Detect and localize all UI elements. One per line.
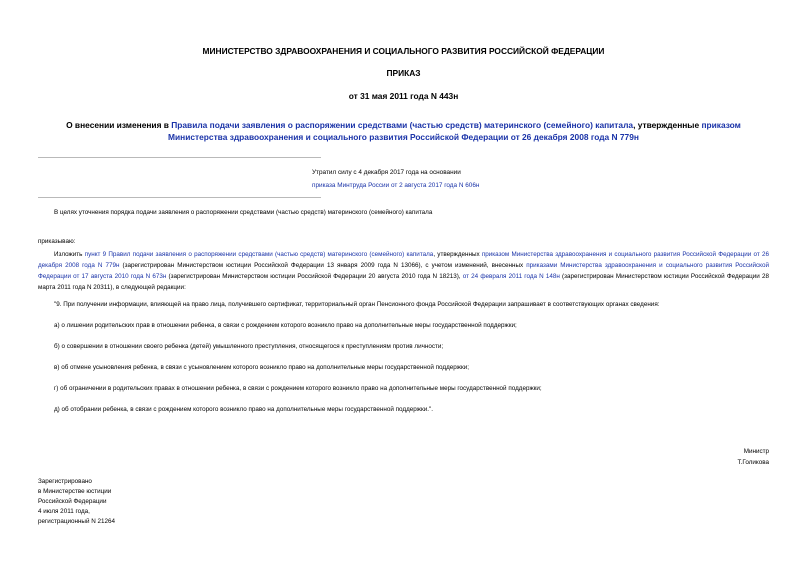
preamble: В целях уточнения порядка подачи заявления о распоряжении средствами (частью средств) материнского (семейного) капитала [54, 209, 433, 216]
rule-point-9-link[interactable]: пункт 9 Правил подачи заявления о распоряжении средствами (частью средств) материнского (семейного) капитала [84, 251, 434, 258]
registration-line2: в Министерстве юстиции [38, 488, 112, 495]
order-673n-link[interactable]: приказами Министерства здравоохранения и социального развития Российской Федерации от 17 августа 2010 года N 673н [38, 262, 769, 280]
registration-line1: Зарегистрировано [38, 478, 92, 485]
main-text-3: (зарегистрирован Министерством юстиции Российской Федерации 13 января 2009 года N 13066), с учетом изменений, внесенных [119, 262, 527, 269]
order-word: приказываю: [38, 238, 76, 245]
order-779n-link[interactable]: приказом Министерства здравоохранения и социального развития Российской Федерации от 26 декабря 2008 года N 779н [168, 120, 741, 142]
main-text-4: (зарегистрирован Министерством юстиции Российской Федерации 20 августа 2010 года N 18213), [166, 273, 463, 280]
title-prefix: О внесении изменения в [66, 120, 172, 130]
signature-position: Министр [743, 448, 769, 455]
main-paragraph [38, 249, 769, 293]
order-779n-link-2[interactable]: приказом Министерства здравоохранения и социального развития Российской Федерации от 26 декабря 2008 года N 779н [38, 251, 769, 269]
document-title [40, 119, 767, 143]
repeal-notice-line1: Утратил силу с 4 декабря 2017 года на основании [312, 169, 461, 176]
divider-bottom [38, 197, 321, 198]
title-mid: , утвержденные [633, 120, 702, 130]
registration-line4: 4 июля 2011 года, [38, 508, 90, 515]
list-item-b: б) о совершении в отношении своего ребенка (детей) умышленного преступления, относящегося к преступлениям против личности; [54, 343, 444, 350]
list-item-g: г) об ограничении в родительских правах в отношении ребенка, в связи с рождением которого возникло право на дополнительные меры государственной поддержки; [54, 385, 542, 392]
ministry-heading: МИНИСТЕРСТВО ЗДРАВООХРАНЕНИЯ И СОЦИАЛЬНОГО РАЗВИТИЯ РОССИЙСКОЙ ФЕДЕРАЦИИ [202, 46, 605, 56]
list-item-d: д) об отобрании ребенка, в связи с рождением которого возникло право на дополнительные меры государственной поддержки.". [54, 406, 433, 413]
repeal-order-link[interactable]: приказа Минтруда России от 2 августа 2017 года N 606н [312, 182, 480, 189]
list-item-v: в) об отмене усыновления ребенка, в связи с усыновлением которого возникло право на дополнительные меры государственной поддержки; [54, 364, 469, 371]
list-item-intro: "9. При получении информации, влияющей на право лица, получившего сертификат, территориальный орган Пенсионного фонда Российской Федерации запрашивает в соответствующих органах сведения: [54, 301, 660, 308]
list-item-a: а) о лишении родительских прав в отношении ребенка, в связи с рождением которого возникло право на дополнительные меры государственной поддержки; [54, 322, 517, 329]
document-type: ПРИКАЗ [386, 68, 421, 78]
divider-top [38, 157, 321, 158]
main-text-2: , утвержденных [433, 251, 482, 258]
document-date-number: от 31 мая 2011 года N 443н [348, 91, 459, 101]
order-148n-link[interactable]: от 24 февраля 2011 года N 148н [462, 273, 560, 280]
registration-line3: Российской Федерации [38, 498, 107, 505]
rules-link[interactable]: Правила подачи заявления о распоряжении средствами (частью средств) материнского (семейного) капитала [171, 120, 634, 130]
main-text-1: Изложить [54, 251, 85, 258]
signature-name: Т.Голикова [737, 459, 769, 466]
main-text-5: (зарегистрирован Министерством юстиции Российской Федерации 28 марта 2011 года N 20311), в следующей редакции: [38, 273, 769, 291]
registration-line5: регистрационный N 21264 [38, 518, 116, 525]
